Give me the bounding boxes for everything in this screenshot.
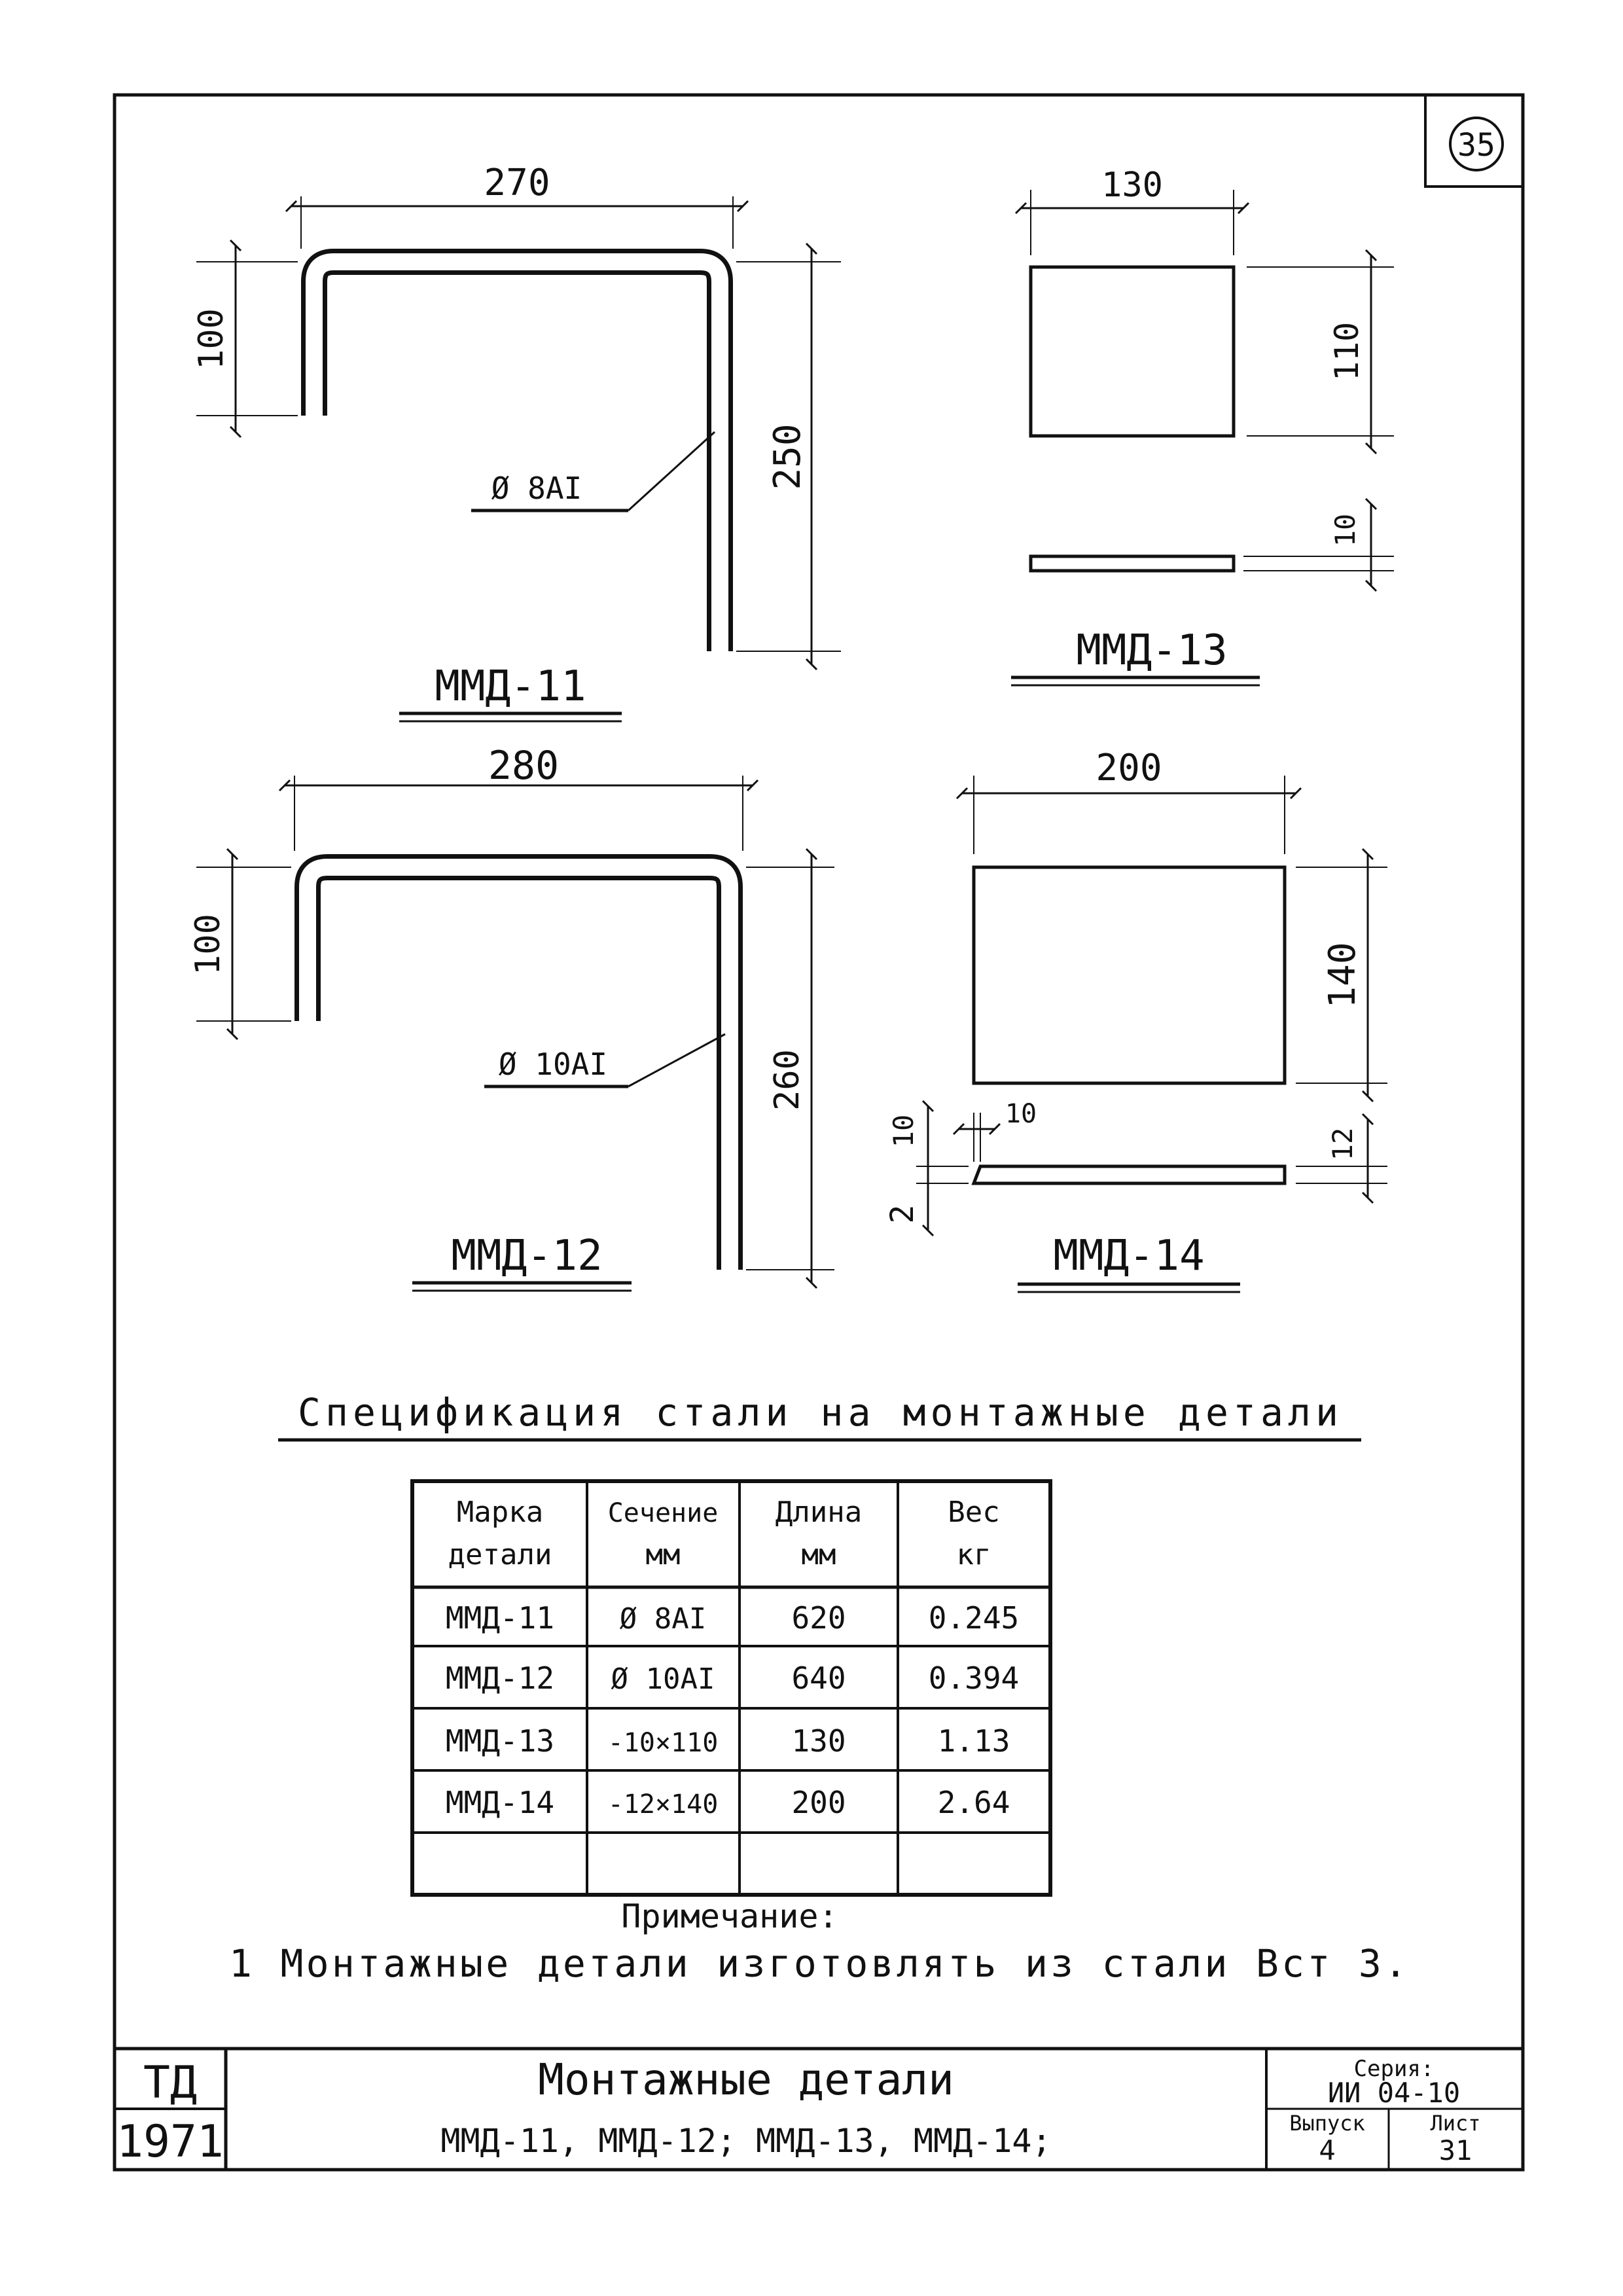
spec-cell-weight: 0.245 — [928, 1600, 1020, 1636]
title-block-issue-label: Выпуск — [1289, 2111, 1365, 2136]
dim-mmd-11-left-leg — [192, 245, 298, 432]
spec-cell-length: 640 — [791, 1660, 846, 1696]
plate-mmd-13-edge — [1031, 556, 1234, 571]
spec-header-mark-line1: Марка — [456, 1496, 544, 1529]
sheet-number-box — [1425, 95, 1523, 187]
spec-cell-mark: ММД-11 — [445, 1600, 555, 1636]
spec-cell-section: Ø 8AI — [619, 1602, 707, 1636]
spec-table — [412, 1481, 1050, 1895]
spec-row — [446, 1660, 1019, 1696]
detail-mmd-14 — [884, 747, 1387, 1292]
note — [229, 1897, 1407, 1986]
dim-mmd-13-height — [1247, 255, 1394, 448]
mark-mmd-12: ММД-12 — [451, 1232, 603, 1280]
dim-mmd-12-width — [285, 743, 753, 851]
spec-row — [446, 1600, 1019, 1636]
mark-mmd-14: ММД-14 — [1053, 1232, 1205, 1280]
dim-label-mmd-14-edge-b: 2 — [884, 1204, 921, 1224]
spec-cell-weight: 0.394 — [928, 1660, 1020, 1696]
bar-mmd-11-inner — [314, 262, 720, 651]
dim-mmd-14-height — [1296, 854, 1387, 1096]
spec-cell-section: -10×110 — [607, 1728, 719, 1758]
spec-header-section-line2: мм — [645, 1538, 681, 1571]
spec-header-section-line1: Сечение — [607, 1498, 719, 1528]
specification — [278, 1390, 1361, 1895]
spec-title: Спецификация стали на монтажные детали — [298, 1390, 1338, 1435]
leader-mmd-11-bar — [471, 432, 715, 511]
plate-mmd-14 — [974, 867, 1285, 1083]
spec-row — [446, 1785, 1010, 1820]
note-text: 1 Монтажные детали изготовлять из стали Вст 3. — [229, 1941, 1407, 1986]
title-block-title: Монтажные детали — [538, 2054, 954, 2105]
dim-mmd-14-thickness — [1296, 1119, 1387, 1198]
dim-label-mmd-14-thickness: 12 — [1327, 1127, 1359, 1161]
dim-label-mmd-14-edge-c: 10 — [1005, 1099, 1037, 1129]
dim-mmd-14-chamfer — [959, 1099, 1037, 1162]
spec-cell-section: Ø 10AI — [611, 1662, 715, 1696]
spec-cell-weight: 2.64 — [937, 1785, 1010, 1820]
dim-label-mmd-13-width: 130 — [1101, 166, 1163, 205]
dim-mmd-11-width — [291, 162, 743, 249]
dim-label-mmd-14-width: 200 — [1096, 747, 1162, 789]
spec-cell-mark: ММД-14 — [445, 1785, 555, 1820]
title-block-series-label: Серия: — [1353, 2056, 1435, 2082]
dim-mmd-13-thickness — [1243, 504, 1394, 586]
dim-label-mmd-12-right-leg: 260 — [768, 1049, 807, 1111]
plate-mmd-14-edge — [974, 1166, 1285, 1183]
spec-header-weight-line1: Вес — [948, 1496, 1000, 1529]
bar-mmd-11-outline — [314, 262, 720, 651]
title-block-code-top: ТД — [143, 2057, 197, 2109]
dim-label-mmd-11-left-leg: 100 — [192, 308, 231, 370]
spec-header-mark-line2: детали — [448, 1538, 552, 1571]
dim-mmd-13-width — [1021, 166, 1243, 255]
spec-cell-section: -12×140 — [607, 1789, 719, 1820]
title-block-code-bottom: 1971 — [116, 2116, 224, 2168]
dim-label-mmd-14-edge-a: 10 — [887, 1114, 919, 1148]
title-block — [115, 2049, 1523, 2170]
spec-header-length-line2: мм — [801, 1538, 836, 1571]
spec-cell-length: 200 — [791, 1785, 846, 1820]
spec-cell-mark: ММД-12 — [445, 1660, 555, 1696]
dim-mmd-11-right-leg — [736, 249, 841, 664]
spec-cell-mark: ММД-13 — [445, 1723, 555, 1759]
note-heading: Примечание: — [621, 1897, 838, 1935]
dim-mmd-12-right-leg — [746, 854, 834, 1283]
dim-label-mmd-11-right-leg: 250 — [766, 423, 809, 490]
detail-mmd-12 — [188, 743, 834, 1291]
spec-header-weight-line2: кг — [956, 1538, 991, 1571]
dim-label-mmd-12-left-leg: 100 — [188, 914, 228, 975]
spec-cell-length: 620 — [791, 1600, 846, 1636]
title-block-subtitle: ММД-11, ММД-12; ММД-13, ММД-14; — [440, 2122, 1052, 2160]
title-block-sheet-value: 31 — [1438, 2134, 1472, 2166]
dim-mmd-14-edge-left — [884, 1106, 969, 1230]
mark-mmd-13: ММД-13 — [1076, 626, 1228, 675]
bar-label-mmd-12: Ø 10AI — [498, 1047, 608, 1082]
detail-mmd-11 — [192, 162, 841, 721]
leader-mmd-12-bar — [484, 1034, 725, 1086]
dim-label-mmd-12-width: 280 — [488, 743, 560, 789]
title-block-issue-value: 4 — [1319, 2134, 1336, 2166]
detail-mmd-13 — [1011, 166, 1394, 685]
dim-mmd-14-width — [962, 747, 1296, 854]
spec-header-row — [448, 1496, 1000, 1571]
spec-row — [446, 1723, 1010, 1759]
plate-mmd-13 — [1031, 267, 1234, 436]
mark-mmd-11: ММД-11 — [435, 662, 586, 711]
spec-cell-weight: 1.13 — [937, 1723, 1010, 1759]
title-block-series-value: ИИ 04-10 — [1327, 2077, 1461, 2109]
dim-label-mmd-13-height: 110 — [1328, 321, 1366, 382]
spec-cell-length: 130 — [791, 1723, 846, 1759]
dim-label-mmd-14-height: 140 — [1321, 942, 1364, 1009]
spec-header-length-line1: Длина — [775, 1496, 863, 1529]
dim-label-mmd-11-width: 270 — [484, 162, 550, 204]
dim-label-mmd-13-thickness: 10 — [1329, 513, 1361, 547]
bar-label-mmd-11: Ø 8AI — [491, 471, 582, 506]
dim-mmd-12-left-leg — [188, 854, 291, 1034]
sheet-number: 35 — [1457, 127, 1495, 164]
title-block-sheet-label: Лист — [1430, 2111, 1481, 2136]
